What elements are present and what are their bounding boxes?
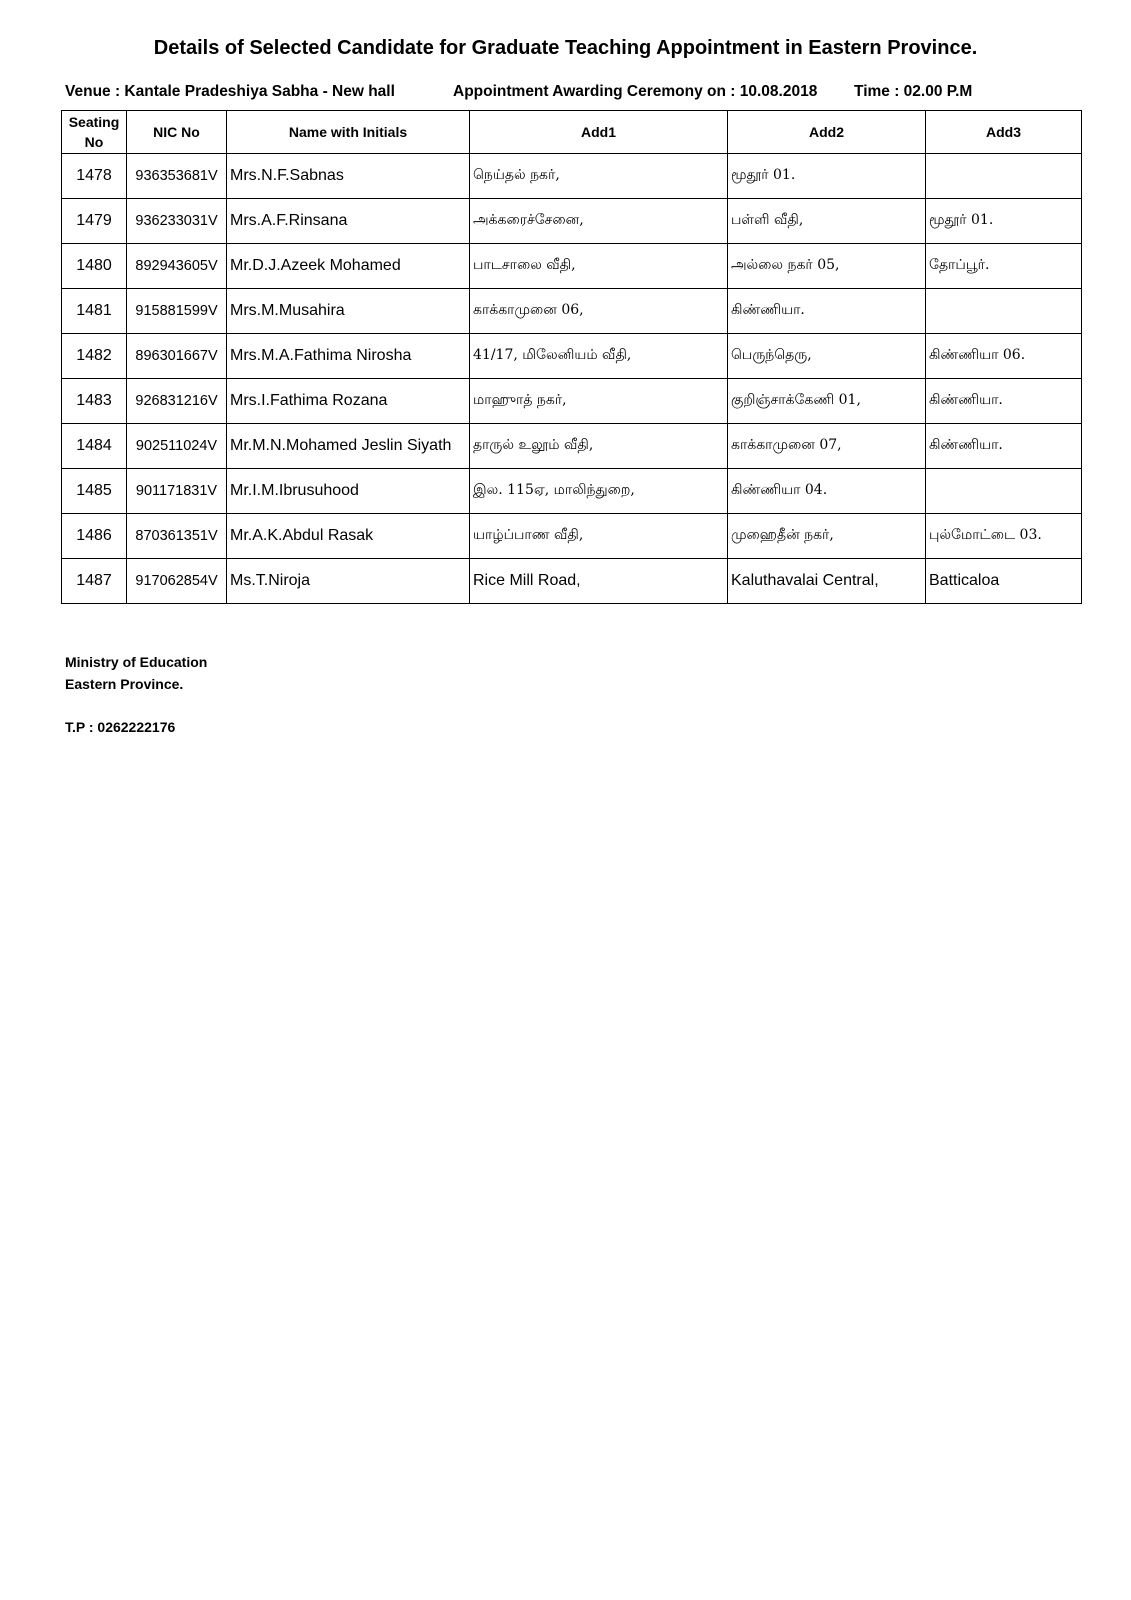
nic-no-cell: 892943605V (127, 244, 227, 289)
address-1-cell: யாழ்ப்பாண வீதி, (470, 514, 728, 559)
seating-no-cell: 1480 (62, 244, 127, 289)
ceremony-date-label: Appointment Awarding Ceremony on : 10.08.2018 (453, 83, 818, 100)
address-3-cell: புல்மோட்டை 03. (926, 514, 1082, 559)
candidate-name-cell: Mrs.M.A.Fathima Nirosha (227, 334, 470, 379)
seating-no-cell: 1482 (62, 334, 127, 379)
table-row (62, 289, 1082, 334)
address-1-cell: தாருல் உலூம் வீதி, (470, 424, 728, 469)
address-3-cell: Batticaloa (926, 559, 1082, 604)
table-row (62, 244, 1082, 289)
seating-no-cell: 1481 (62, 289, 127, 334)
address-1-cell: காக்காமுனை 06, (470, 289, 728, 334)
address-2-cell: குறிஞ்சாக்கேணி 01, (728, 379, 926, 424)
address-1-cell: பாடசாலை வீதி, (470, 244, 728, 289)
document-title: Details of Selected Candidate for Graduate Teaching Appointment in Eastern Province. (153, 37, 978, 59)
seating-no-cell: 1479 (62, 199, 127, 244)
address-3-cell: கிண்ணியா. (926, 424, 1082, 469)
nic-no-cell: 936353681V (127, 154, 227, 199)
venue-label: Venue : Kantale Pradeshiya Sabha - New hall (65, 83, 395, 100)
address-2-cell: பள்ளி வீதி, (728, 199, 926, 244)
table-row (62, 514, 1082, 559)
address-1-cell: நெய்தல் நகர், (470, 154, 728, 199)
nic-no-cell: 917062854V (127, 559, 227, 604)
address-2-cell: Kaluthavalai Central, (728, 559, 926, 604)
address-1-cell: அக்கரைச்சேனை, (470, 199, 728, 244)
nic-no-cell: 901171831V (127, 469, 227, 514)
nic-no-cell: 936233031V (127, 199, 227, 244)
table-row (62, 334, 1082, 379)
nic-no-cell: 902511024V (127, 424, 227, 469)
address-3-cell: கிண்ணியா 06. (926, 334, 1082, 379)
address-2-cell: முஹைதீன் நகர், (728, 514, 926, 559)
header-add3: Add3 (926, 111, 1082, 154)
nic-no-cell: 896301667V (127, 334, 227, 379)
candidate-name-cell: Mrs.I.Fathima Rozana (227, 379, 470, 424)
candidate-name-cell: Mrs.A.F.Rinsana (227, 199, 470, 244)
header-seating-no: Seating No (62, 111, 127, 154)
header-add2: Add2 (728, 111, 926, 154)
address-2-cell: பெருந்தெரு, (728, 334, 926, 379)
candidate-name-cell: Mr.I.M.Ibrusuhood (227, 469, 470, 514)
table-header-row (62, 111, 1082, 154)
seating-no-cell: 1485 (62, 469, 127, 514)
address-3-cell: தோப்பூர். (926, 244, 1082, 289)
candidates-table (61, 110, 1082, 604)
address-3-cell: கிண்ணியா. (926, 379, 1082, 424)
header-add1: Add1 (470, 111, 728, 154)
candidate-name-cell: Mr.M.N.Mohamed Jeslin Siyath (227, 424, 470, 469)
candidate-name-cell: Mrs.N.F.Sabnas (227, 154, 470, 199)
footer-phone: T.P : 0262222176 (65, 719, 176, 735)
address-1-cell: Rice Mill Road, (470, 559, 728, 604)
table-row (62, 199, 1082, 244)
seating-no-cell: 1486 (62, 514, 127, 559)
address-3-cell (926, 289, 1082, 334)
table-row (62, 559, 1082, 604)
address-3-cell (926, 469, 1082, 514)
footer-province: Eastern Province. (65, 676, 184, 692)
nic-no-cell: 915881599V (127, 289, 227, 334)
table-row (62, 424, 1082, 469)
address-2-cell: கிண்ணியா. (728, 289, 926, 334)
address-1-cell: மாஹுாத் நகர், (470, 379, 728, 424)
candidate-name-cell: Ms.T.Niroja (227, 559, 470, 604)
candidate-name-cell: Mr.D.J.Azeek Mohamed (227, 244, 470, 289)
nic-no-cell: 870361351V (127, 514, 227, 559)
table-body (62, 154, 1082, 604)
address-2-cell: காக்காமுனை 07, (728, 424, 926, 469)
address-1-cell: இல. 115ஏ, மாலிந்துறை, (470, 469, 728, 514)
address-2-cell: மூதூர் 01. (728, 154, 926, 199)
seating-no-cell: 1483 (62, 379, 127, 424)
candidate-name-cell: Mrs.M.Musahira (227, 289, 470, 334)
nic-no-cell: 926831216V (127, 379, 227, 424)
address-2-cell: கிண்ணியா 04. (728, 469, 926, 514)
candidate-name-cell: Mr.A.K.Abdul Rasak (227, 514, 470, 559)
seating-no-cell: 1478 (62, 154, 127, 199)
header-nic-no: NIC No (127, 111, 227, 154)
address-2-cell: அல்லை நகர் 05, (728, 244, 926, 289)
table-row (62, 469, 1082, 514)
address-1-cell: 41/17, மிலேனியம் வீதி, (470, 334, 728, 379)
table-row (62, 379, 1082, 424)
address-3-cell: மூதூர் 01. (926, 199, 1082, 244)
seating-no-cell: 1487 (62, 559, 127, 604)
table-row (62, 154, 1082, 199)
footer-ministry: Ministry of Education (65, 654, 208, 670)
address-3-cell (926, 154, 1082, 199)
header-name: Name with Initials (227, 111, 470, 154)
ceremony-time-label: Time : 02.00 P.M (854, 83, 973, 100)
seating-no-cell: 1484 (62, 424, 127, 469)
